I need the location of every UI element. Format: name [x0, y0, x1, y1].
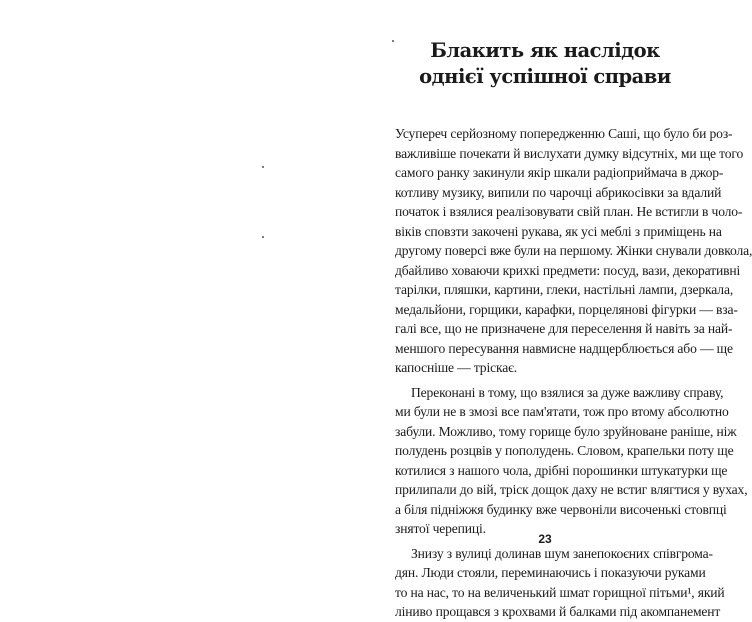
text-line: прилипали до вій, тріск дощок даху не встиг влягтися у вухах,: [395, 482, 748, 497]
text-line: дян. Люди стояли, переминаючись і показуючи руками: [395, 565, 706, 580]
text-line: ліниво прощався з крохвами й балками під акомпанемент: [395, 604, 721, 619]
text-line: медальйони, горщики, карафки, порцелянові фігурки — вза-: [395, 301, 738, 317]
text-line: галі все, що не призначене для переселення й навіть за най-: [395, 321, 733, 336]
chapter-title-line-2: однієї успішної справи: [419, 65, 671, 88]
scan-speck: [262, 236, 264, 238]
text-line: важливіше почекати й вислухати думку відсутніх, ми ще того: [395, 145, 744, 161]
left-page: [0, 0, 380, 570]
paragraph: [395, 383, 748, 539]
text-line: Усупереч серйозному попередженню Саші, що було би роз-: [395, 126, 733, 141]
text-line: початок і взялися реалізовувати свій план. Не встигли в чоло-: [395, 204, 743, 219]
text-line: Знизу з вулиці долинав шум занепокоєних співгрома-: [411, 545, 713, 561]
text-line: самого ранку закинули якір шкали радіоприймача в джор-: [395, 165, 724, 180]
text-line: дбайливо ховаючи крихкі предмети: посуд, вази, декоративні: [395, 262, 741, 278]
chapter-title-line-1: Блакить як наслідок: [430, 39, 660, 62]
text-line: забули. Можливо, тому горище було зруйноване раніше, ніж: [395, 423, 737, 439]
text-line: а біля підніжжя будинку вже червоніли височенькі стовпці: [395, 501, 727, 517]
paragraph: [395, 124, 752, 378]
page-number: 23: [538, 532, 552, 546]
text-line: полудень розцвів у пополудень. Словом, крапельки поту ще: [395, 443, 734, 458]
text-line: котилися з нашого чола, дрібні порошинки штукатурки ще: [395, 462, 728, 478]
text-line: знятої черепиці.: [395, 521, 486, 536]
text-line: другому поверсі вже були на першому. Жінки снували довкола,: [395, 243, 752, 258]
paragraph: [395, 544, 725, 622]
text-line: Переконані в тому, що взялися за дуже важливу справу,: [411, 384, 724, 400]
body-text: [395, 124, 752, 622]
text-line: то на нас, то на величенький шмат горищної пітьми¹, який: [395, 584, 725, 600]
text-line: тарілки, пляшки, картини, глеки, настільні лампи, дзеркала,: [395, 282, 734, 297]
text-line: меншого пересування навмисне надщерблюється або — ще: [395, 340, 733, 356]
right-page: [380, 0, 752, 619]
text-line: віків сповзти закочені рукава, як усі меблі з приміщень на: [395, 223, 722, 239]
text-line: капосніше — тріскає.: [395, 360, 518, 375]
text-line: котливу музику, випили по чарочці абрикосівки за вдалий: [395, 184, 722, 200]
chapter-title: [380, 38, 710, 90]
text-line: ми були не в змозі все пам'ятати, тож про втому абсолютно: [395, 404, 729, 419]
scan-speck: [262, 166, 264, 168]
